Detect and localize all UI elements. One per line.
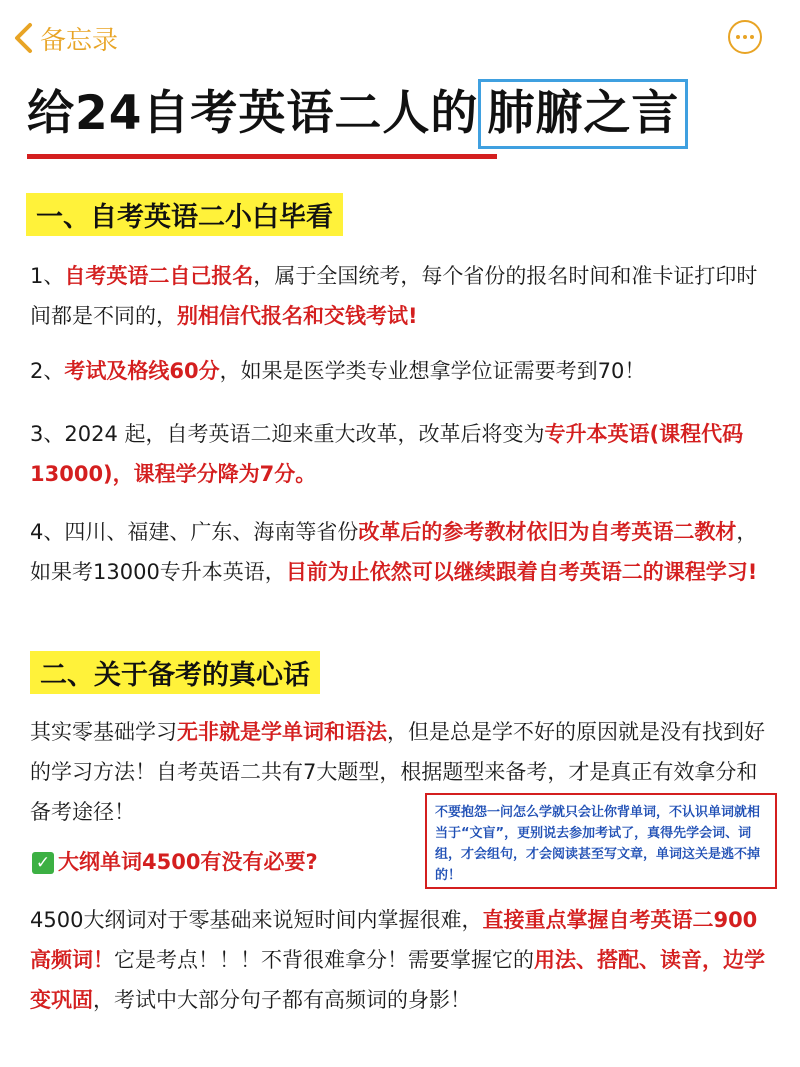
sub-heading: ✓ 大纲单词4500有没有必要?	[32, 846, 318, 876]
section1-item-4: 4、四川、福建、广东、海南等省份改革后的参考教材依旧为自考英语二教材，如果考13000专升本英语，目前为止依然可以继续跟着自考英语二的课程学习!	[30, 520, 758, 584]
section1-item-1: 1、自考英语二自己报名，属于全国统考，每个省份的报名时间和准卡证打印时间都是不同的，别相信代报名和交钱考试!	[30, 264, 758, 328]
title-underline	[27, 154, 497, 159]
title-highlight: 肺腑之言	[478, 79, 688, 149]
section2-paragraph-1: 其实零基础学习无非就是学单词和语法，但是总是学不好的原因就是没有找到好的学习方法！自考英语二共有7大题型，根据题型来备考，才是真正有效拿分和备考途径！	[30, 720, 765, 824]
section1-heading: 一、自考英语二小白毕看	[26, 193, 343, 236]
section2-heading: 二、关于备考的真心话	[30, 651, 320, 694]
back-label: 备忘录	[40, 25, 119, 56]
check-icon: ✓	[32, 852, 54, 874]
section1-item-2: 2、考试及格线60分，如果是医学类专业想拿学位证需要考到70！	[30, 359, 646, 383]
back-button[interactable]	[12, 18, 118, 58]
section2-paragraph-2: 4500大纲词对于零基础来说短时间内掌握很难，直接重点掌握自考英语二900高频词！它是考点！！！不背很难拿分！需要掌握它的用法、搭配、读音，边学变巩固，考试中大部分句子都有高频词的身影！	[30, 908, 765, 1012]
page-title	[27, 74, 777, 154]
more-button[interactable]	[728, 20, 762, 54]
chevron-left-icon	[12, 22, 34, 54]
section1-item-3: 3、2024 起，自考英语二迎来重大改革，改革后将变为专升本英语(课程代码 13000)，课程学分降为7分。	[30, 422, 744, 486]
callout-box: 不要抱怨一问怎么学就只会让你背单词，不认识单词就相当于“文盲”，更别说去参加考试了，真得先学会词、词组，才会组句，才会阅读甚至写文章，单词这关是逃不掉的！	[425, 793, 777, 889]
more-icon	[736, 35, 740, 39]
title-main: 给24自考英语二人的	[27, 86, 479, 141]
